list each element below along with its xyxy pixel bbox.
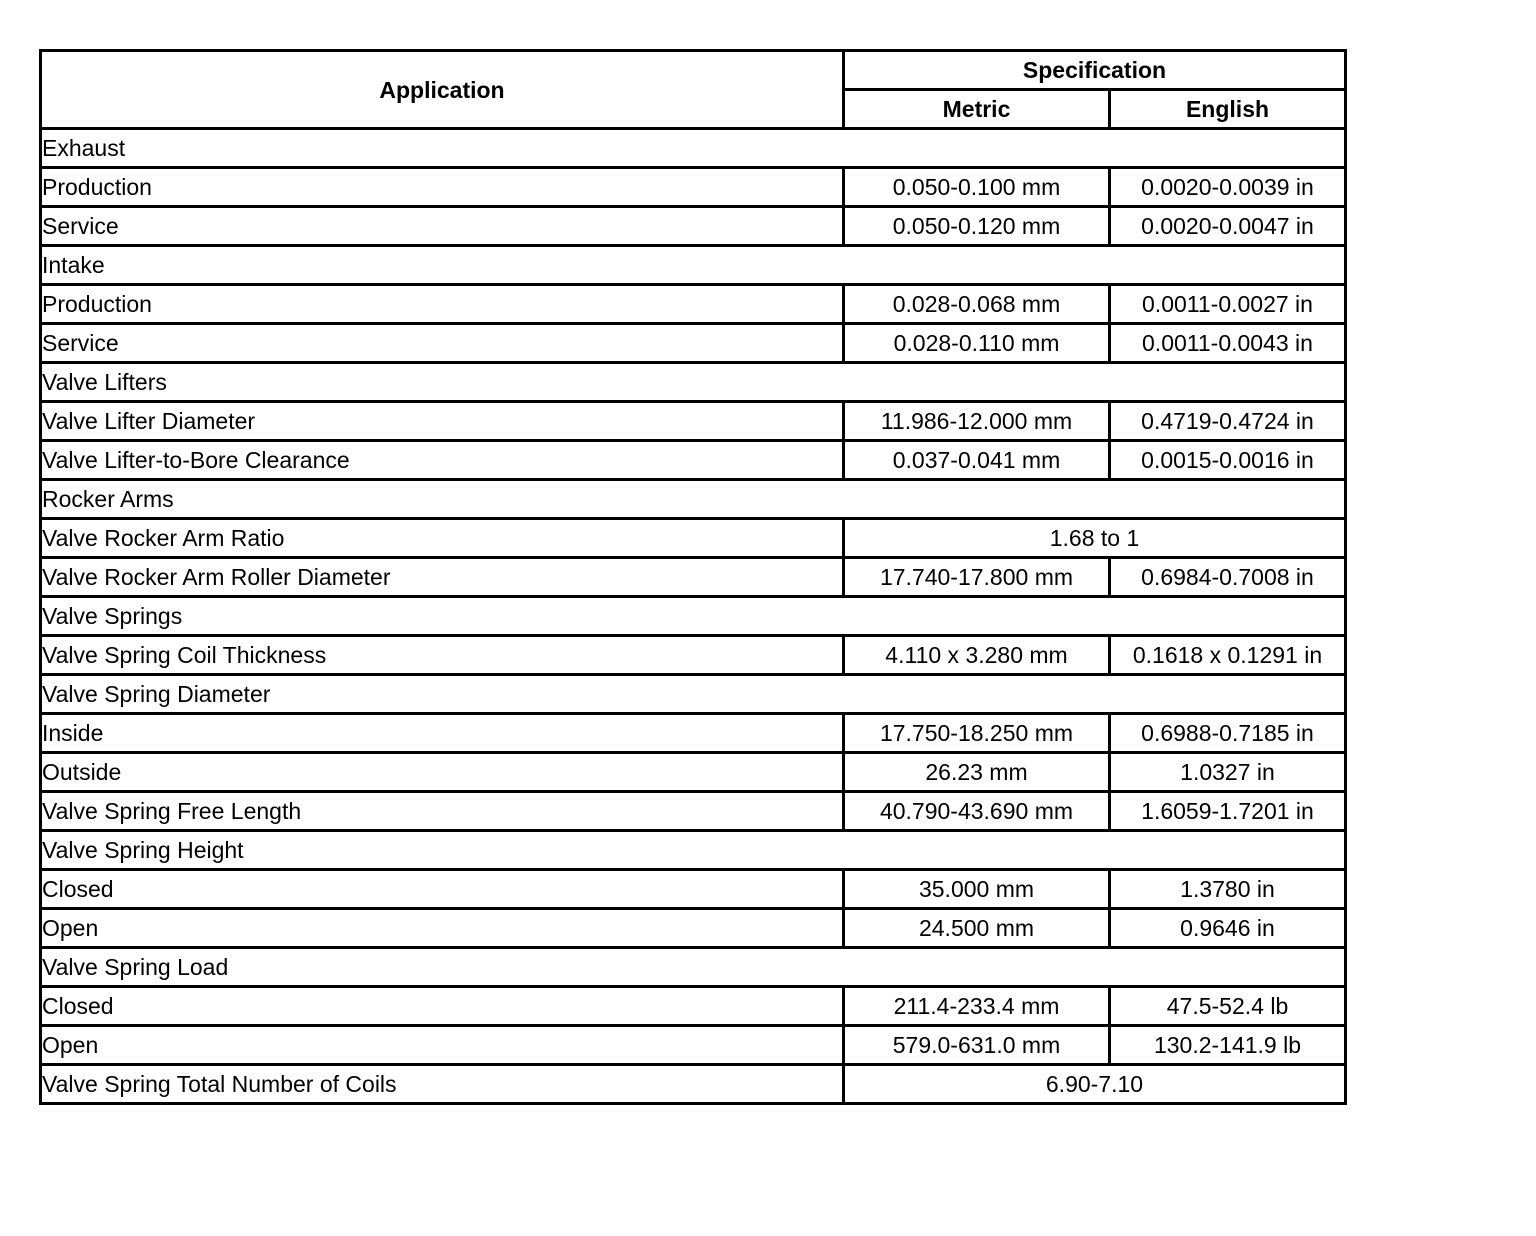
header-row-top [41, 51, 1346, 90]
row-label: Valve Spring Total Number of Coils [41, 1065, 844, 1104]
english-value: 130.2-141.9 lb [1110, 1026, 1346, 1065]
metric-value: 17.750-18.250 mm [844, 714, 1110, 753]
metric-value: 0.028-0.110 mm [844, 324, 1110, 363]
section-row [41, 246, 1346, 285]
table-row [41, 168, 1346, 207]
row-label: Production [41, 168, 844, 207]
section-label: Exhaust [41, 129, 1346, 168]
table-row [41, 753, 1346, 792]
metric-value: 4.110 x 3.280 mm [844, 636, 1110, 675]
section-label: Valve Spring Height [41, 831, 1346, 870]
table-row [41, 1026, 1346, 1065]
section-label: Valve Springs [41, 597, 1346, 636]
section-row [41, 363, 1346, 402]
section-row [41, 831, 1346, 870]
table-header [41, 51, 1346, 129]
section-row [41, 129, 1346, 168]
section-row [41, 597, 1346, 636]
merged-value: 6.90-7.10 [844, 1065, 1346, 1104]
section-label: Valve Spring Load [41, 948, 1346, 987]
english-value: 1.0327 in [1110, 753, 1346, 792]
table-row [41, 207, 1346, 246]
metric-value: 579.0-631.0 mm [844, 1026, 1110, 1065]
row-label: Valve Rocker Arm Roller Diameter [41, 558, 844, 597]
row-label: Service [41, 324, 844, 363]
english-value: 1.6059-1.7201 in [1110, 792, 1346, 831]
section-label: Valve Lifters [41, 363, 1346, 402]
english-value: 0.4719-0.4724 in [1110, 402, 1346, 441]
english-value: 0.0011-0.0027 in [1110, 285, 1346, 324]
section-row [41, 480, 1346, 519]
table-row [41, 519, 1346, 558]
english-value: 0.9646 in [1110, 909, 1346, 948]
metric-value: 11.986-12.000 mm [844, 402, 1110, 441]
row-label: Valve Spring Coil Thickness [41, 636, 844, 675]
section-label: Intake [41, 246, 1346, 285]
table-row [41, 636, 1346, 675]
metric-value: 211.4-233.4 mm [844, 987, 1110, 1026]
section-label: Rocker Arms [41, 480, 1346, 519]
english-value: 0.0011-0.0043 in [1110, 324, 1346, 363]
english-value: 0.0020-0.0047 in [1110, 207, 1346, 246]
metric-value: 0.037-0.041 mm [844, 441, 1110, 480]
section-row [41, 675, 1346, 714]
english-value: 0.0015-0.0016 in [1110, 441, 1346, 480]
row-label: Valve Lifter-to-Bore Clearance [41, 441, 844, 480]
table-body [41, 129, 1346, 1104]
metric-value: 24.500 mm [844, 909, 1110, 948]
english-value: 47.5-52.4 lb [1110, 987, 1346, 1026]
row-label: Closed [41, 870, 844, 909]
row-label: Inside [41, 714, 844, 753]
metric-header: Metric [844, 90, 1110, 129]
metric-value: 26.23 mm [844, 753, 1110, 792]
table-row [41, 402, 1346, 441]
specification-table [39, 49, 1347, 1105]
merged-value: 1.68 to 1 [844, 519, 1346, 558]
table-row [41, 714, 1346, 753]
metric-value: 17.740-17.800 mm [844, 558, 1110, 597]
english-value: 0.1618 x 0.1291 in [1110, 636, 1346, 675]
english-header: English [1110, 90, 1346, 129]
metric-value: 0.050-0.100 mm [844, 168, 1110, 207]
table-row [41, 909, 1346, 948]
table-row [41, 441, 1346, 480]
row-label: Production [41, 285, 844, 324]
table-row [41, 558, 1346, 597]
table-row [41, 987, 1346, 1026]
metric-value: 0.028-0.068 mm [844, 285, 1110, 324]
english-value: 1.3780 in [1110, 870, 1346, 909]
row-label: Valve Rocker Arm Ratio [41, 519, 844, 558]
metric-value: 0.050-0.120 mm [844, 207, 1110, 246]
row-label: Valve Lifter Diameter [41, 402, 844, 441]
specification-header: Specification [844, 51, 1346, 90]
row-label: Outside [41, 753, 844, 792]
section-row [41, 948, 1346, 987]
table-row [41, 792, 1346, 831]
english-value: 0.6984-0.7008 in [1110, 558, 1346, 597]
row-label: Open [41, 1026, 844, 1065]
row-label: Open [41, 909, 844, 948]
english-value: 0.0020-0.0039 in [1110, 168, 1346, 207]
table-row [41, 324, 1346, 363]
application-header: Application [41, 51, 844, 129]
row-label: Closed [41, 987, 844, 1026]
table-row [41, 285, 1346, 324]
english-value: 0.6988-0.7185 in [1110, 714, 1346, 753]
row-label: Service [41, 207, 844, 246]
table-row [41, 1065, 1346, 1104]
table-row [41, 870, 1346, 909]
section-label: Valve Spring Diameter [41, 675, 1346, 714]
row-label: Valve Spring Free Length [41, 792, 844, 831]
metric-value: 35.000 mm [844, 870, 1110, 909]
metric-value: 40.790-43.690 mm [844, 792, 1110, 831]
